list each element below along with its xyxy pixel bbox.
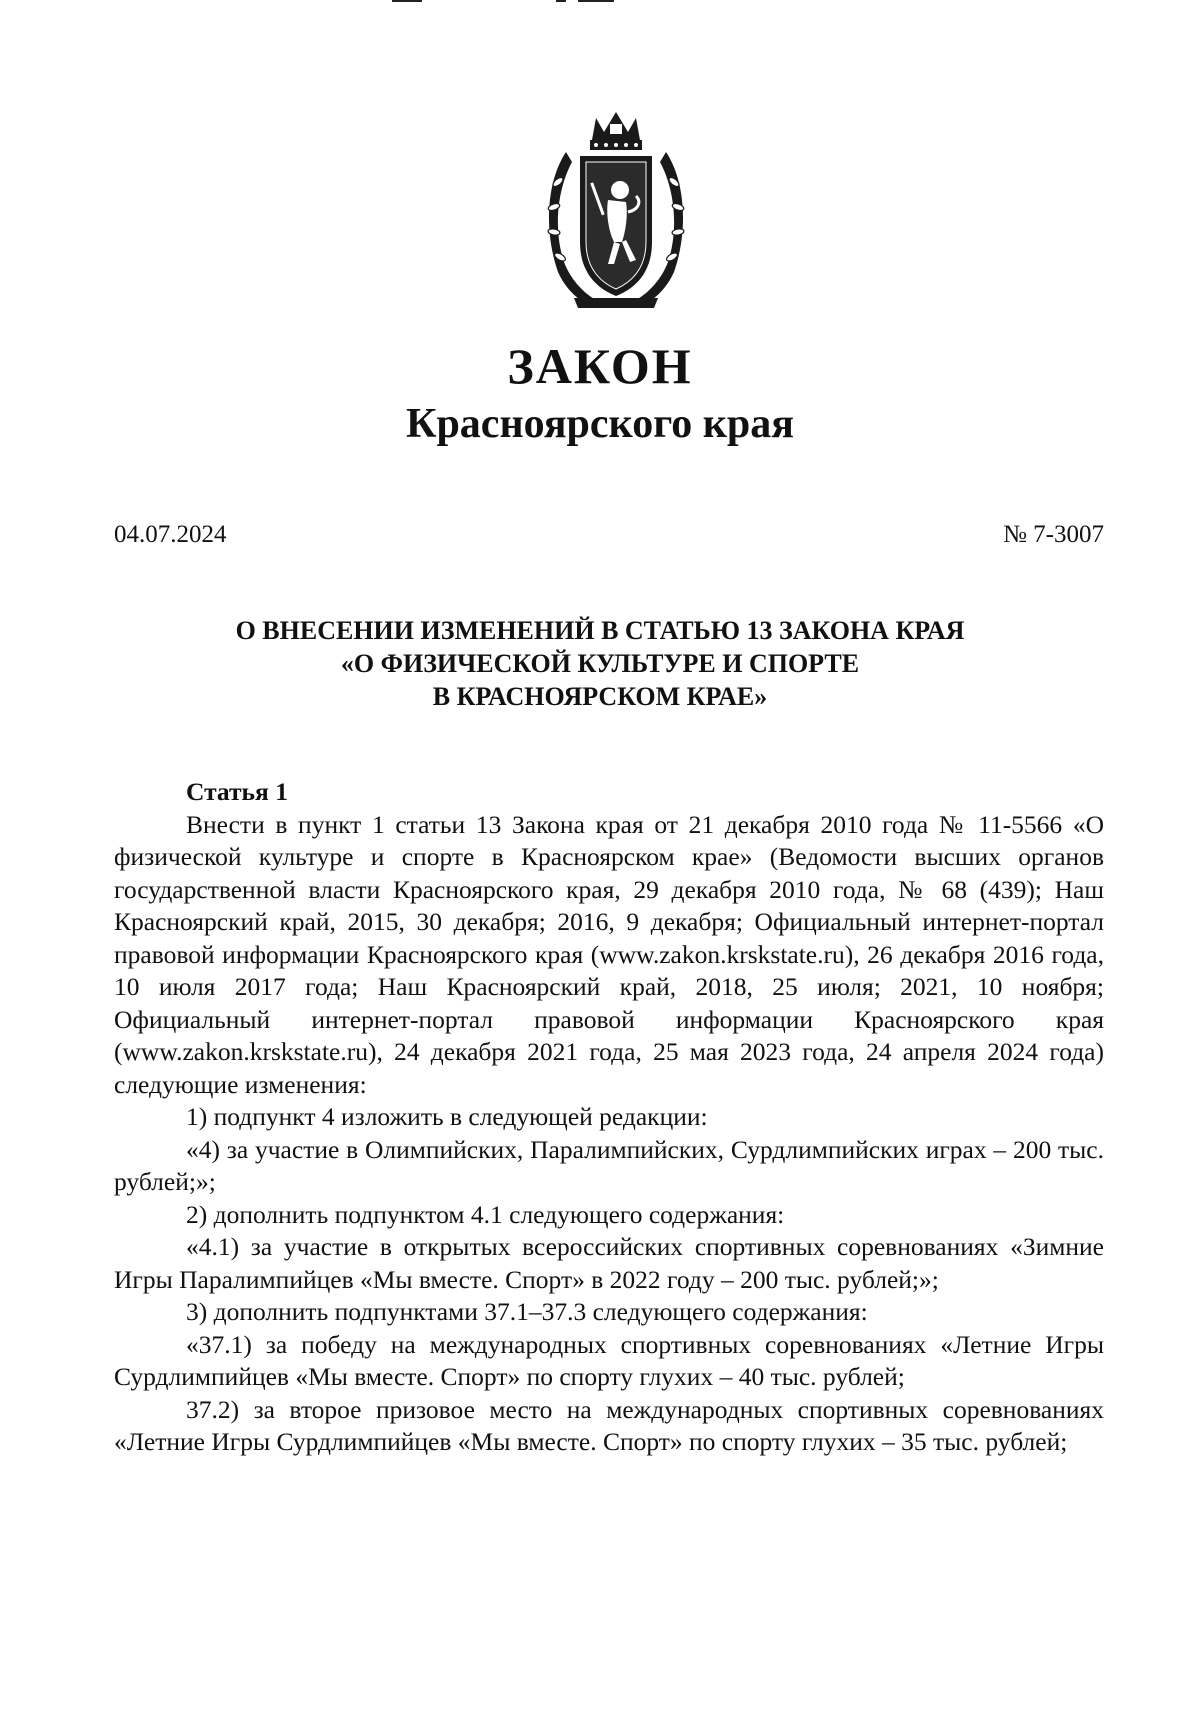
document-number: № 7-3007 — [1003, 521, 1104, 548]
paragraph: Внести в пункт 1 статьи 13 Закона края от 21 декабря 2010 года № 11-5566 «О физической культуре и спорте в Красноярском крае» (Ведомости высших органов государственной власти Красноярского края, 29 декабря 2010 года, № 68 (439); Наш Красноярский край, 2015, 30 декабря; 2016, 9 декабря; Официальный интернет-портал правовой информации Красноярского края (www.zakon.krskstate.ru), 26 декабря 2016 года, 10 июля 2017 года; Наш Красноярский край, 2018, 25 июля; 2021, 10 ноября; Официальный интернет-портал правовой информации Красноярского края (www.zakon.krskstate.ru), 24 декабря 2021 года, 25 мая 2023 года, 24 апреля 2024 года) следующие изменения: — [114, 809, 1104, 1099]
law-body — [114, 776, 1104, 1459]
law-heading-line: «О ФИЗИЧЕСКОЙ КУЛЬТУРЕ И СПОРТЕ — [340, 649, 860, 678]
law-heading — [0, 614, 1200, 713]
paragraph: 3) дополнить подпунктами 37.1–37.3 следующего содержания: — [186, 1297, 868, 1326]
issuing-region-title: Красноярского края — [405, 401, 795, 447]
document-date: 04.07.2024 — [114, 521, 227, 548]
paragraph: «37.1) за победу на международных спортивных соревнованиях «Летние Игры Сурдлимпийцев «Мы вместе. Спорт» по спорту глухих – 40 тыс. рублей; — [114, 1329, 1104, 1391]
coat-of-arms-emblem — [536, 112, 696, 314]
law-heading-line: О ВНЕСЕНИИ ИЗМЕНЕНИЙ В СТАТЬЮ 13 ЗАКОНА КРАЯ — [235, 616, 965, 645]
scan-artifact — [556, 0, 566, 2]
paragraph: «4) за участие в Олимпийских, Паралимпийских, Сурдлимпийских играх – 200 тыс. рублей;»; — [114, 1134, 1104, 1196]
scan-artifact — [578, 0, 614, 2]
paragraph: 37.2) за второе призовое место на международных спортивных соревнованиях «Летние Игры Сурдлимпийцев «Мы вместе. Спорт» по спорту глухих – 35 тыс. рублей; — [114, 1394, 1104, 1456]
scan-artifact — [392, 0, 422, 2]
law-heading-line: В КРАСНОЯРСКОМ КРАЕ» — [432, 682, 768, 711]
document-type-title: ЗАКОН — [507, 338, 693, 394]
paragraph: «4.1) за участие в открытых всероссийских спортивных соревнованиях «Зимние Игры Паралимпийцев «Мы вместе. Спорт» в 2022 году – 200 тыс. рублей;»; — [114, 1232, 1104, 1294]
paragraph: 2) дополнить подпунктом 4.1 следующего содержания: — [186, 1199, 785, 1229]
article-title: Статья 1 — [186, 777, 288, 806]
paragraph: 1) подпункт 4 изложить в следующей редакции: — [186, 1102, 708, 1131]
